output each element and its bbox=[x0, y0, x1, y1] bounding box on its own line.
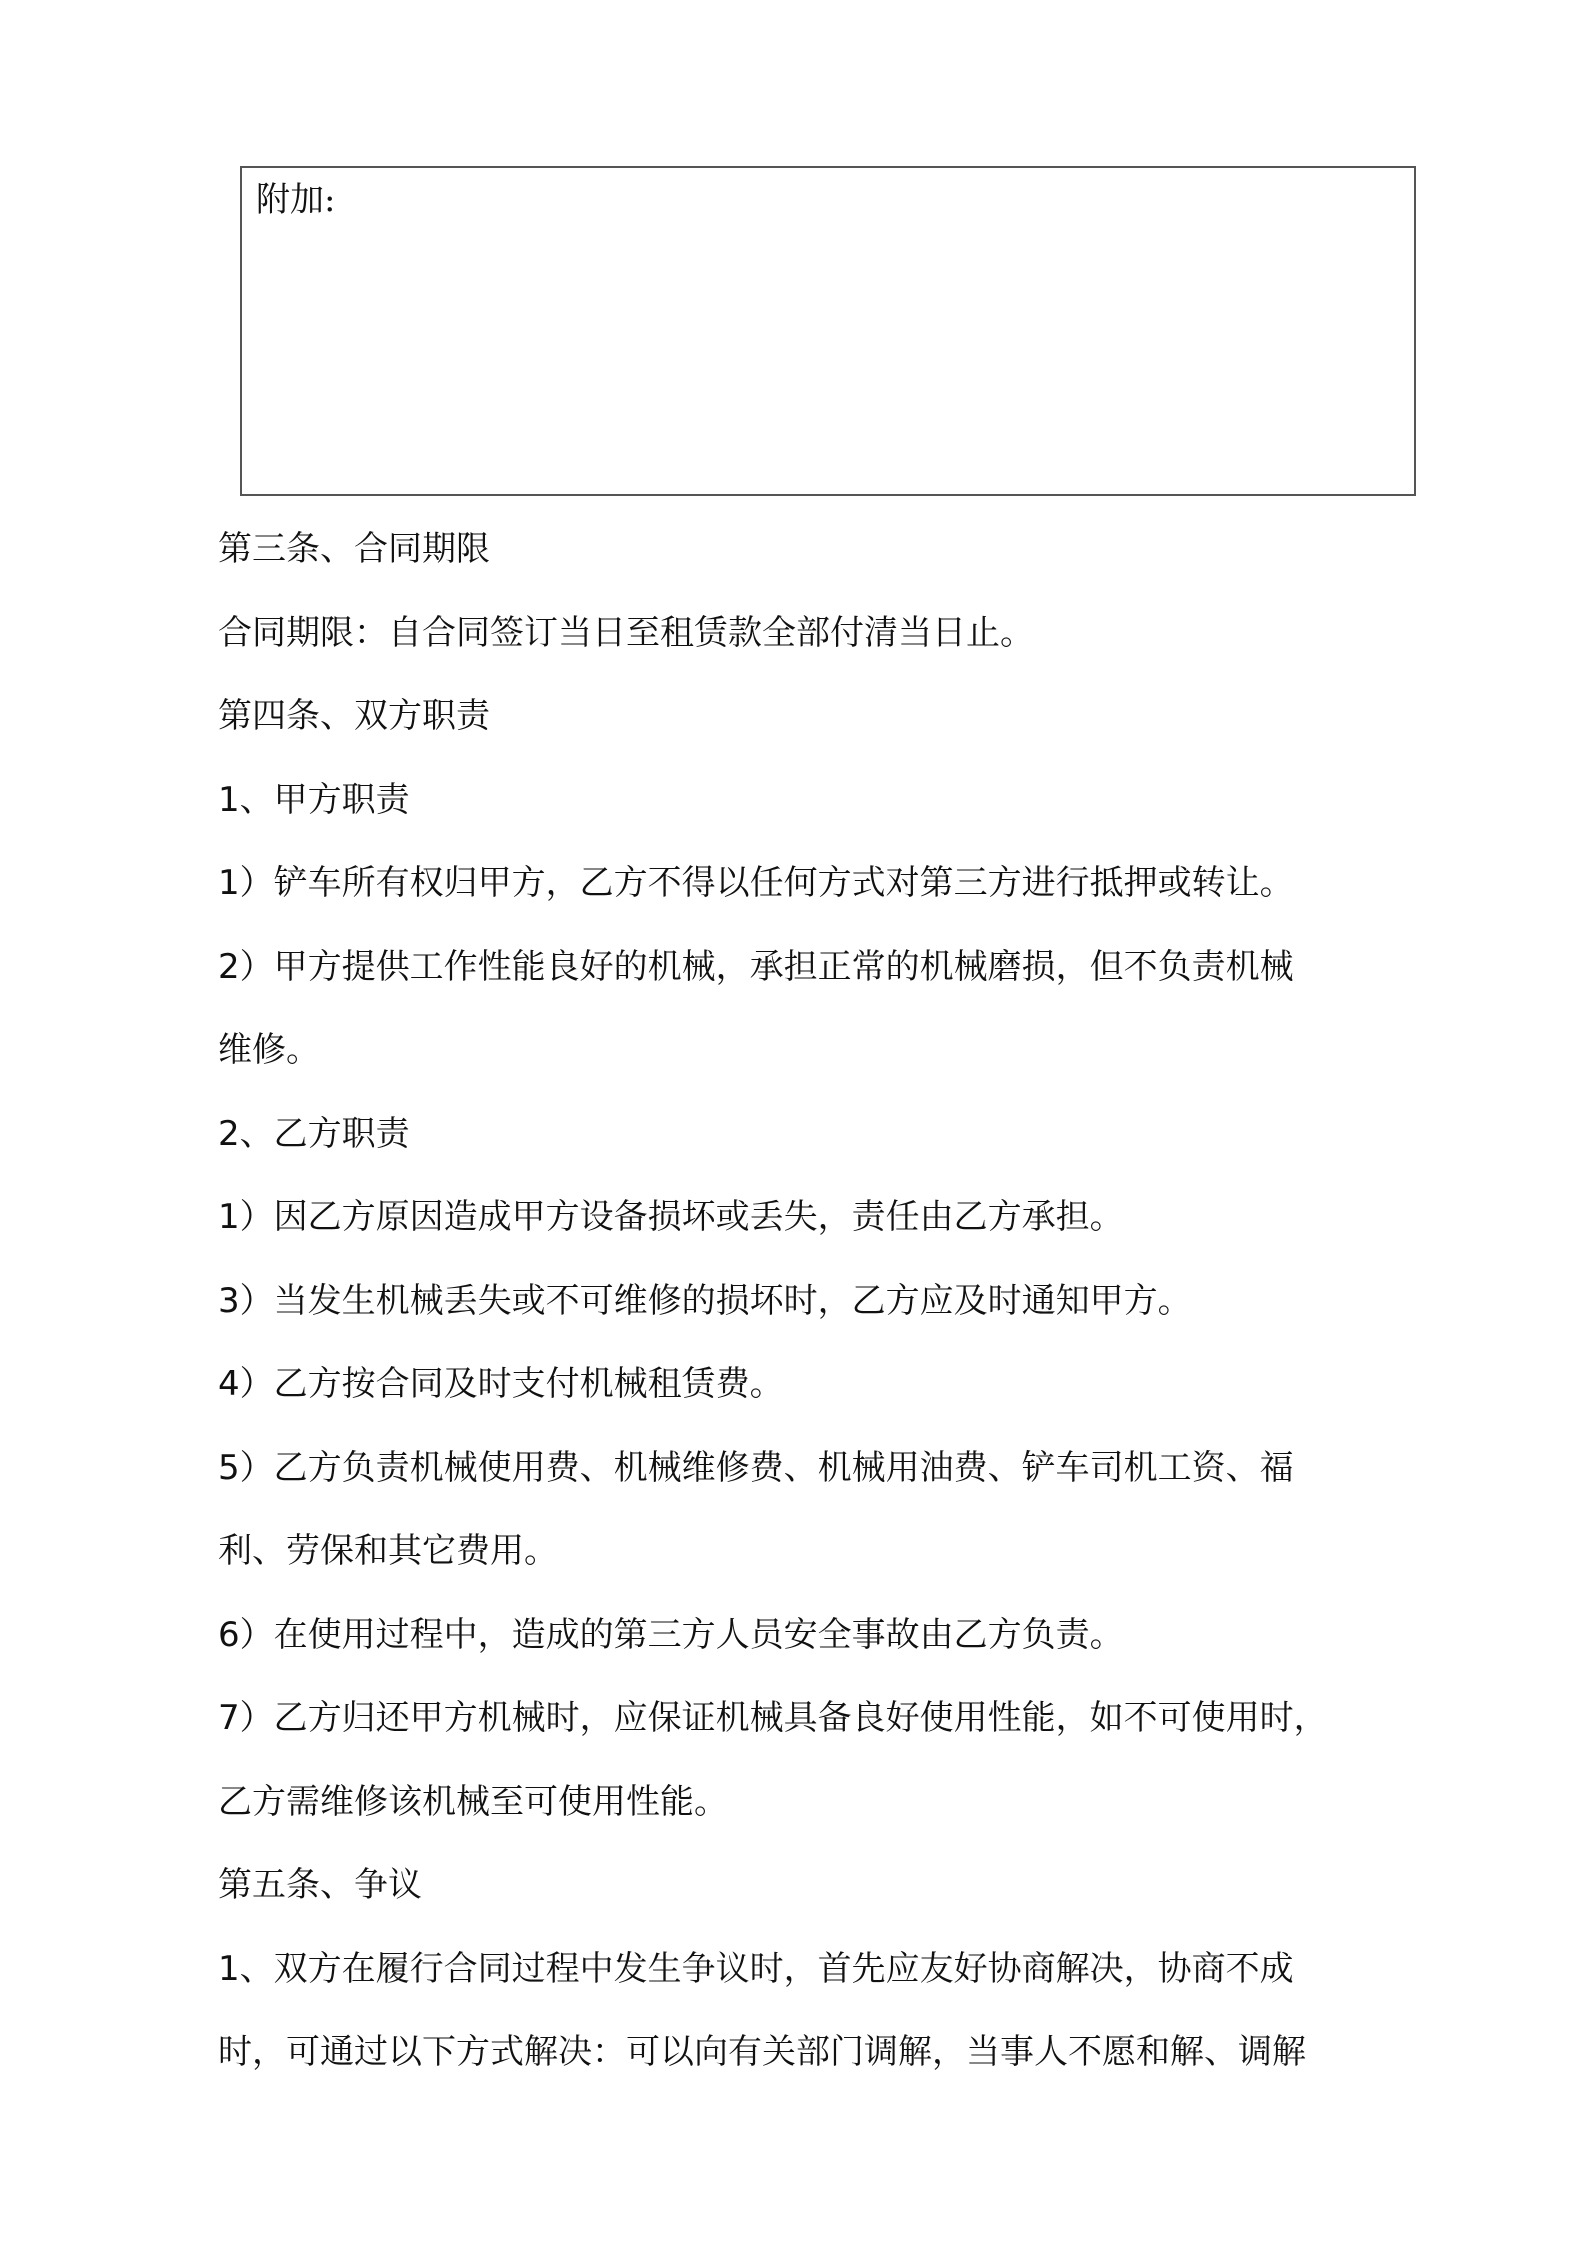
party-b-duty-5: 5）乙方负责机械使用费、机械维修费、机械用油费、铲车司机工资、福 bbox=[218, 1447, 1294, 1488]
party-b-duty-4: 4）乙方按合同及时支付机械租赁费。 bbox=[218, 1364, 784, 1404]
addendum-label: 附加: bbox=[256, 180, 336, 220]
party-b-duty-6: 6）在使用过程中，造成的第三方人员安全事故由乙方负责。 bbox=[218, 1614, 1124, 1655]
party-a-duty-1: 1）铲车所有权归甲方，乙方不得以任何方式对第三方进行抵押或转让。 bbox=[218, 863, 1294, 903]
contract-term-text: 合同期限：自合同签订当日至租赁款全部付清当日止。 bbox=[218, 612, 1034, 653]
section-4-heading: 第四条、双方职责 bbox=[218, 696, 490, 736]
party-b-duty-7: 7）乙方归还甲方机械时，应保证机械具备良好使用性能，如不可使用时， bbox=[218, 1698, 1328, 1738]
dispute-clause-1: 1、双方在履行合同过程中发生争议时，首先应友好协商解决，协商不成 bbox=[218, 1948, 1294, 1989]
party-b-duty-5-cont: 利、劳保和其它费用。 bbox=[218, 1531, 558, 1571]
section-3-heading: 第三条、合同期限 bbox=[218, 529, 490, 569]
party-b-duty-1: 1）因乙方原因造成甲方设备损坏或丢失，责任由乙方承担。 bbox=[218, 1197, 1124, 1237]
dispute-clause-1-cont: 时，可通过以下方式解决：可以向有关部门调解，当事人不愿和解、调解 bbox=[218, 2032, 1306, 2072]
section-5-heading: 第五条、争议 bbox=[218, 1865, 422, 1905]
party-b-duties-heading: 2、乙方职责 bbox=[218, 1113, 410, 1154]
addendum-box bbox=[240, 166, 1416, 496]
party-a-duty-2: 2）甲方提供工作性能良好的机械，承担正常的机械磨损，但不负责机械 bbox=[218, 946, 1294, 987]
party-b-duty-3: 3）当发生机械丢失或不可维修的损坏时，乙方应及时通知甲方。 bbox=[218, 1280, 1192, 1321]
party-a-duties-heading: 1、甲方职责 bbox=[218, 779, 410, 820]
contract-body bbox=[218, 508, 1418, 2095]
party-b-duty-7-cont: 乙方需维修该机械至可使用性能。 bbox=[218, 1781, 728, 1822]
party-a-duty-2-cont: 维修。 bbox=[218, 1030, 320, 1070]
